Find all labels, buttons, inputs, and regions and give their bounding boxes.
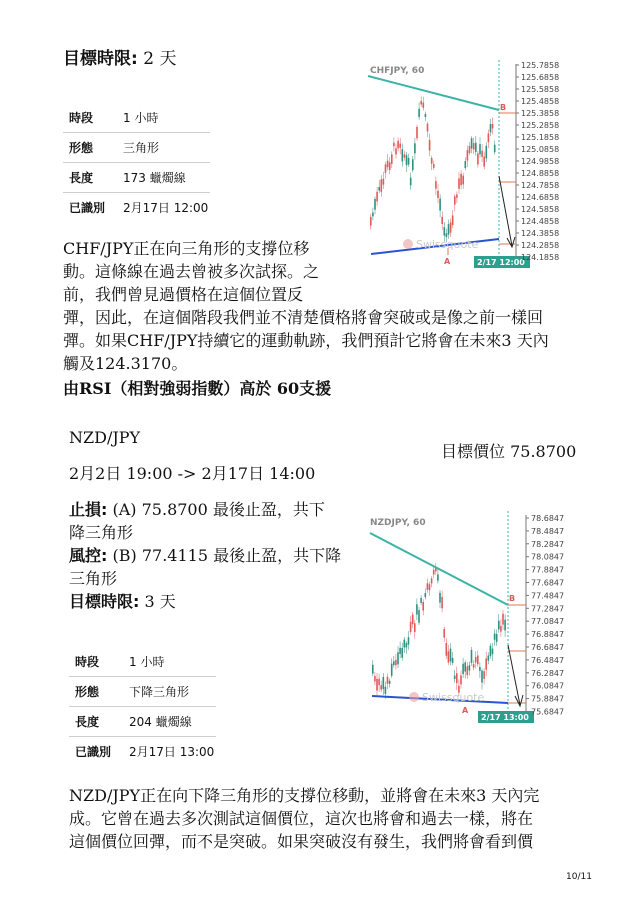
candle <box>378 187 380 191</box>
candle <box>383 677 385 689</box>
candle <box>378 679 380 685</box>
tick-label: 124.7858 <box>521 181 560 190</box>
candle <box>500 626 502 632</box>
candle <box>435 181 437 188</box>
candle <box>486 146 488 159</box>
tick-label: 124.9858 <box>521 157 560 166</box>
projection-arrow <box>499 176 512 246</box>
candle <box>471 138 473 148</box>
candle <box>485 659 487 670</box>
candles <box>372 563 506 699</box>
candle <box>475 143 477 152</box>
candle <box>418 610 420 623</box>
horizon-label: 目標時限: <box>63 49 138 69</box>
candle <box>443 629 445 638</box>
candle <box>475 657 477 663</box>
candle <box>431 578 433 583</box>
candle <box>404 640 406 648</box>
candle <box>446 643 448 656</box>
label-b: B <box>509 594 516 603</box>
chart-title: CHFJPY, 60 <box>370 66 425 76</box>
candle <box>427 583 429 590</box>
candle <box>465 161 467 168</box>
chart-title: NZDJPY, 60 <box>370 518 426 528</box>
candle <box>395 660 397 665</box>
table-row: 時段 1 小時 <box>63 103 210 133</box>
table-row: 已識別 2月17日 13:00 <box>75 745 215 759</box>
candle <box>420 598 422 603</box>
tick-label: 75.6847 <box>531 707 565 717</box>
candle <box>408 158 410 165</box>
candle <box>458 178 460 188</box>
candle <box>460 174 462 185</box>
candle <box>401 648 403 658</box>
tick-label: 125.2858 <box>521 121 560 130</box>
candle <box>450 649 452 662</box>
info-table-1 <box>63 103 210 222</box>
tick-label: 78.4847 <box>531 526 565 536</box>
nzdjpy-chart <box>366 509 571 729</box>
tick-label: 124.1858 <box>521 253 560 262</box>
candle <box>389 162 391 170</box>
tick-label: 77.4847 <box>531 591 565 601</box>
horizon-value: 2 天 <box>143 49 177 69</box>
pair-name: NZD/JPY <box>69 428 141 447</box>
candle <box>437 574 439 580</box>
candle <box>380 685 382 689</box>
table-row: 形態 三角形 <box>63 133 210 163</box>
tick-label: 76.6847 <box>531 643 565 652</box>
candle <box>467 150 469 160</box>
paragraph-2: NZD/JPY正在向下降三角形的支撐位移動，並將會在未來3 天內完 成。它曾在過去多次測試這個價位，這次也將會和過去一樣，將在 這個價位回彈，而不是突破。如果突破沒有發生，我們將會看到價 <box>69 786 540 851</box>
candle <box>416 604 418 614</box>
candle <box>387 677 389 684</box>
y-axis-ticks <box>526 514 564 717</box>
candle <box>381 179 383 192</box>
candle <box>490 124 492 132</box>
candle <box>427 124 429 132</box>
candle <box>441 217 443 224</box>
tick-label: 124.2858 <box>521 241 560 250</box>
candle <box>469 665 471 670</box>
candle <box>441 597 443 608</box>
tick-label: 124.4858 <box>521 217 560 226</box>
candle <box>488 656 490 661</box>
candle <box>391 664 393 676</box>
candle <box>479 144 481 154</box>
candles <box>370 97 496 243</box>
candle <box>374 676 376 682</box>
candle <box>416 127 418 138</box>
candle <box>483 157 485 167</box>
candle <box>429 140 431 150</box>
watermark: Swissquote <box>422 691 485 704</box>
candle <box>414 143 416 153</box>
candle <box>406 155 408 165</box>
candle <box>481 671 483 683</box>
candle <box>452 658 454 663</box>
candle <box>393 143 395 146</box>
candle <box>399 648 401 654</box>
watermark-logo <box>409 692 419 702</box>
tick-label: 78.0847 <box>531 552 565 562</box>
tick-label: 124.5858 <box>521 205 560 214</box>
candle <box>389 681 391 684</box>
candle <box>429 584 431 590</box>
candle <box>464 662 466 671</box>
paragraph-1: CHF/JPY正在向三角形的支撐位移 動。這條線在過去曾被多次試探。之 前，我們曾見過價格在這個位置反 彈，因此，在這個階段我們並不清楚價格將會突破或是像之前一樣回 彈。如果CHF/JPY持續它的運動軌跡，我們預計它將會在未來3 天內 觸及124.3170。 <box>63 239 549 373</box>
tick-label: 124.3858 <box>521 229 560 238</box>
candle <box>387 161 389 168</box>
tick-label: 77.8847 <box>531 565 565 575</box>
y-axis-ticks <box>516 61 559 262</box>
candle <box>460 675 462 684</box>
candle <box>414 623 416 632</box>
table-row: 已識別 2月17日 12:00 <box>69 201 209 215</box>
candle <box>374 199 376 210</box>
candle <box>433 570 435 575</box>
candle <box>477 656 479 665</box>
tick-label: 124.6858 <box>521 193 560 202</box>
candle <box>444 227 446 235</box>
label-b: B <box>500 103 507 112</box>
candle <box>469 146 471 153</box>
target-price: 目標價位 75.8700 <box>441 442 577 461</box>
candle <box>406 643 408 647</box>
table-row: 時段 1 小時 <box>69 647 216 677</box>
date-range: 2月2日 19:00 -> 2月17日 14:00 <box>69 464 316 483</box>
candle <box>467 666 469 675</box>
label-a: A <box>462 706 469 715</box>
table-row: 形態 下降三角形 <box>69 677 216 707</box>
candle <box>490 646 492 656</box>
candle <box>393 661 395 665</box>
tick-label: 78.6847 <box>531 514 565 523</box>
candle <box>385 687 387 694</box>
tick-label: 125.5858 <box>521 85 560 94</box>
candle <box>504 620 506 631</box>
candle <box>420 101 422 105</box>
candle <box>502 614 504 625</box>
candle <box>425 114 427 117</box>
candle <box>376 192 378 202</box>
candle <box>494 634 496 640</box>
candle <box>383 179 385 185</box>
resistance-line <box>368 76 499 110</box>
candle <box>391 154 393 164</box>
tick-label: 76.4847 <box>531 655 565 665</box>
candle <box>412 159 414 170</box>
candle <box>454 196 456 204</box>
tick-label: 76.8847 <box>531 630 565 640</box>
date-tag-text: 2/17 12:00 <box>477 258 525 267</box>
stop-block: 止損: (A) 75.8700 最後止盈，共下 降三角形 風控: (B) 77.4115 最後止盈，共下降 三角形 目標時限: 3 天 <box>69 500 342 611</box>
candle <box>456 194 458 197</box>
candle <box>479 667 481 671</box>
resistance-line <box>370 533 508 605</box>
tick-label: 77.6847 <box>531 578 565 588</box>
tick-label: 125.7858 <box>521 61 560 70</box>
candle <box>473 664 475 667</box>
candle <box>397 141 399 149</box>
rsi-heading: 由RSI（相對強弱指數）高於 60支援 <box>63 379 332 398</box>
candle <box>439 593 441 603</box>
candle <box>448 651 450 662</box>
candle <box>483 671 485 679</box>
candle <box>454 676 456 679</box>
tick-label: 124.8858 <box>521 169 560 178</box>
candle <box>431 158 433 164</box>
risk-label: 風控: <box>69 546 108 565</box>
tick-label: 76.0847 <box>531 681 565 691</box>
table-row: 長度 173 蠟燭線 <box>63 163 210 193</box>
tick-label: 76.2847 <box>531 668 565 678</box>
candle <box>437 191 439 198</box>
candle <box>494 145 496 152</box>
candle <box>473 143 475 149</box>
candle <box>397 652 399 664</box>
candle <box>399 144 401 148</box>
candle <box>498 621 500 630</box>
info-table-2 <box>69 647 216 766</box>
date-tag-text: 2/17 13:00 <box>481 713 529 722</box>
label-a: A <box>444 257 451 266</box>
tick-label: 75.8847 <box>531 694 565 704</box>
candle <box>481 151 483 157</box>
tick-label: 125.1858 <box>521 133 560 142</box>
candle <box>412 615 414 625</box>
candle <box>433 164 435 168</box>
tick-label: 125.3858 <box>521 109 560 118</box>
candle <box>376 679 378 691</box>
candle <box>448 224 450 235</box>
candle <box>385 164 387 172</box>
tick-label: 77.2847 <box>531 604 565 614</box>
candle <box>423 103 425 108</box>
page-number: 10/11 <box>566 872 592 882</box>
candle <box>477 153 479 164</box>
candle <box>462 176 464 185</box>
table-row: 長度 204 蠟燭線 <box>69 707 216 737</box>
candle <box>452 215 454 225</box>
candle <box>471 650 473 663</box>
candle <box>462 664 464 674</box>
candle <box>370 217 372 226</box>
candle <box>456 673 458 683</box>
tick-label: 125.0858 <box>521 145 560 154</box>
tick-label: 78.2847 <box>531 539 565 549</box>
candle <box>492 649 494 655</box>
horizon-label-2: 目標時限: <box>69 592 140 611</box>
candle <box>492 124 494 128</box>
candle <box>425 593 427 597</box>
horizon-line-1 <box>63 44 176 69</box>
candle <box>439 198 441 210</box>
candle <box>496 634 498 642</box>
stop-label: 止損: <box>69 500 108 519</box>
candle <box>410 622 412 632</box>
candle <box>422 602 424 610</box>
candle <box>408 637 410 644</box>
tick-label: 77.0847 <box>531 617 565 627</box>
candle <box>450 222 452 232</box>
candle <box>488 133 490 142</box>
candle <box>402 149 404 161</box>
candle <box>404 154 406 157</box>
candle <box>418 109 420 117</box>
tick-label: 125.6858 <box>521 73 560 82</box>
candle <box>372 213 374 217</box>
projection-arrow <box>508 645 520 705</box>
candle <box>372 665 374 674</box>
candle <box>410 178 412 186</box>
tick-label: 125.4858 <box>521 97 560 106</box>
watermark: Swissquote <box>416 238 479 251</box>
candle <box>395 148 397 154</box>
